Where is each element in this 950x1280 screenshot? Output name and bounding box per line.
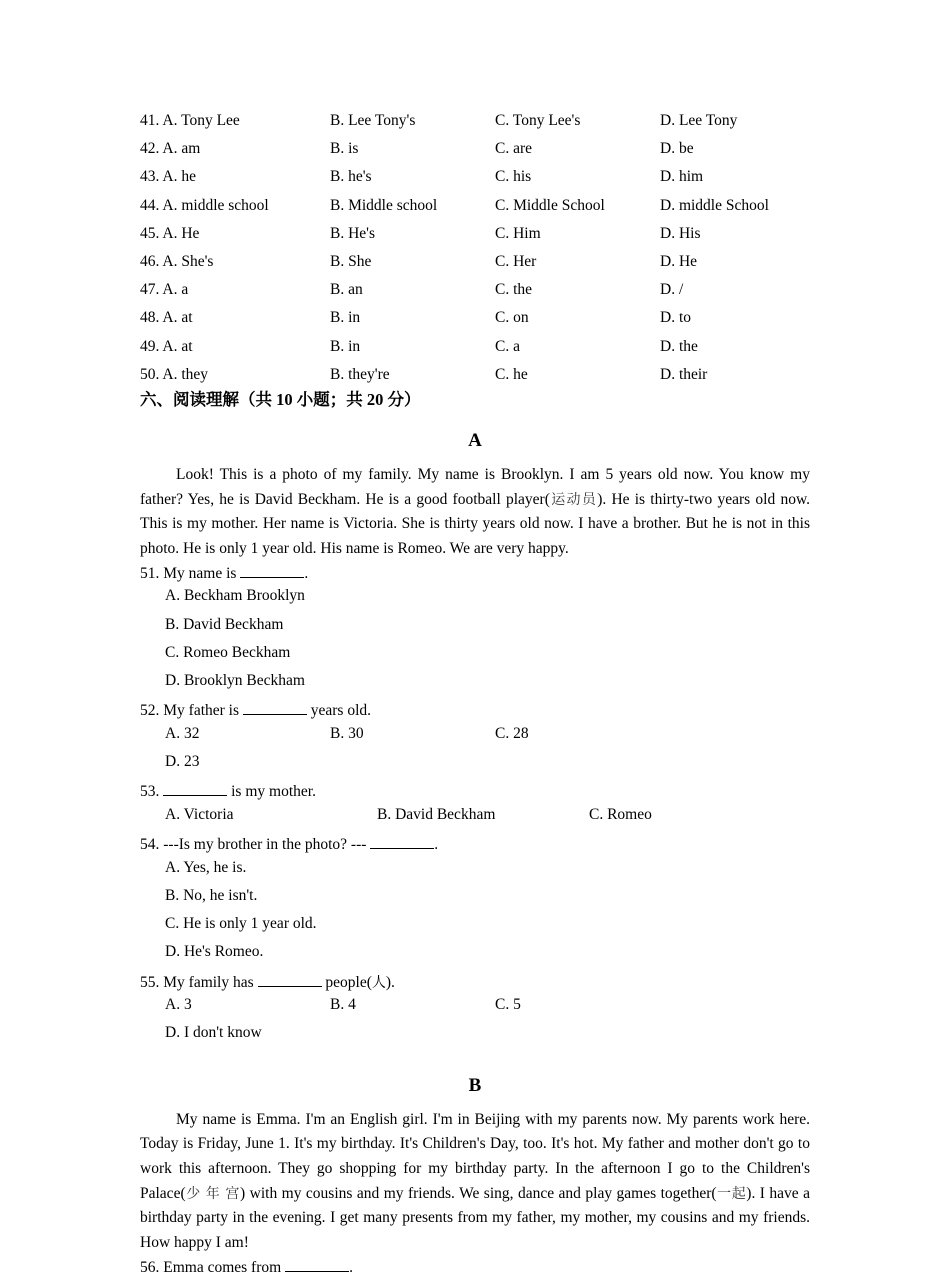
option-c: C. he (495, 365, 528, 383)
question-stem (140, 562, 810, 587)
cloze-option-row-49 (140, 337, 810, 365)
option-b: B. He's (330, 224, 375, 242)
answer-blank (243, 700, 307, 715)
option-d: D. His (660, 224, 701, 242)
option-a (140, 308, 330, 328)
option-b: B. in (330, 309, 361, 327)
question-stem (140, 971, 810, 996)
question-number: 50. (140, 365, 160, 383)
option-a (140, 337, 330, 357)
stem-text: 55. My family has (140, 973, 258, 991)
section-heading: 六、阅读理解（共 10 小题；共 20 分） (140, 389, 421, 409)
question-options (140, 858, 810, 971)
option-d: D. He's Romeo. (165, 943, 264, 961)
option-a (140, 365, 330, 385)
option-a (140, 167, 330, 187)
option-d: D. / (660, 281, 684, 299)
option-a-text: A. middle school (162, 196, 269, 214)
option-c: C. are (495, 140, 533, 158)
cloze-option-row-42 (140, 139, 810, 167)
stem-text: . (304, 564, 309, 582)
option-c: C. a (495, 337, 520, 355)
cloze-option-row-48 (140, 308, 810, 336)
answer-blank (285, 1257, 349, 1272)
passage-text: ) with my cousins and my friends. We sing, dance and play games together( (240, 1184, 717, 1202)
stem-text: 53. (140, 783, 164, 801)
option-a-text: A. Tony Lee (162, 112, 240, 129)
answer-blank (240, 563, 304, 578)
question-number: 42. (140, 140, 160, 158)
passage-b-text (140, 1108, 810, 1256)
spacer (140, 1052, 810, 1074)
stem-text: 51. My name is (140, 564, 241, 582)
stem-text: ). (385, 973, 395, 991)
cloze-option-row-46 (140, 252, 810, 280)
option-b: B. David Beckham (165, 615, 284, 633)
option-a: A. Beckham Brooklyn (165, 587, 305, 605)
stem-text: years old. (306, 702, 372, 720)
option-a (140, 252, 330, 272)
chinese-gloss: 运动员 (549, 491, 598, 508)
option-c: C. the (495, 281, 533, 299)
question-number: 44. (140, 196, 160, 214)
option-a-text: A. She's (162, 252, 214, 270)
option-c: C. Him (495, 224, 541, 242)
option-a: A. 32 (165, 724, 200, 742)
passage-text: Look! This is a photo of my family. My name is Brooklyn. I am 5 years old now. You know my father? Yes, he is David Beckham. He is a good football player( (140, 465, 810, 508)
question-stem (140, 699, 810, 724)
answer-blank (370, 834, 434, 849)
option-a-text: A. he (162, 168, 196, 186)
passage-a-title: A (468, 429, 482, 451)
question-54 (140, 833, 810, 970)
chinese-gloss: 人 (371, 974, 386, 991)
option-c: C. Romeo (589, 805, 652, 823)
option-a: A. 3 (165, 996, 192, 1014)
option-b: B. Lee Tony's (330, 112, 416, 129)
option-b: B. 4 (330, 996, 356, 1014)
exam-page (140, 111, 810, 1280)
question-56 (140, 1256, 810, 1280)
option-a: A. Victoria (165, 805, 234, 823)
option-a-text: A. a (162, 281, 189, 299)
option-a-text: A. at (162, 337, 193, 355)
option-d: D. Lee Tony (660, 112, 738, 129)
option-b: B. Middle school (330, 196, 438, 214)
option-d: D. I don't know (165, 1024, 262, 1042)
passage-text: ). He is thirty-two years old now. This is my mother. Her name is Victoria. She is thirty years old now. I have a brother. But he is not in this photo. He is only 1 year old. His name is Romeo. We are very happy. (140, 490, 811, 557)
stem-text: 52. My father is (140, 702, 243, 720)
option-d: D. Brooklyn Beckham (165, 671, 305, 689)
question-number: 41. (140, 112, 160, 129)
option-d: D. 23 (165, 753, 200, 770)
question-options (140, 805, 810, 833)
option-c: C. Her (495, 252, 537, 270)
question-number: 46. (140, 252, 160, 270)
stem-text: . (349, 1258, 353, 1276)
option-c: C. Tony Lee's (495, 112, 581, 129)
option-d: D. him (660, 168, 704, 186)
question-53 (140, 780, 810, 833)
option-d: D. to (660, 309, 691, 327)
option-a-text: A. they (162, 365, 209, 383)
passage-text: ). I have a birthday party in the evening. I get many presents from my father, my mother, my cousins and my friends. How happy I am! (140, 1184, 811, 1252)
question-number: 49. (140, 337, 160, 355)
question-number: 47. (140, 281, 160, 299)
option-c: C. his (495, 168, 532, 186)
stem-text: is my mother. (227, 783, 316, 801)
option-d: D. He (660, 252, 698, 270)
option-a (140, 139, 330, 159)
option-b: B. he's (330, 168, 372, 186)
option-b: B. is (330, 140, 359, 158)
stem-text: people( (321, 973, 372, 991)
stem-text: 56. Emma comes from (140, 1258, 286, 1276)
answer-blank (163, 781, 227, 796)
stem-text: 54. ---Is my brother in the photo? --- (140, 836, 371, 854)
question-options (140, 586, 810, 699)
option-c: C. on (495, 309, 529, 327)
option-d: D. be (660, 140, 694, 158)
option-c: C. Romeo Beckham (165, 643, 291, 661)
cloze-option-row-44 (140, 196, 810, 224)
question-51 (140, 562, 810, 699)
cloze-option-row-45 (140, 224, 810, 252)
cloze-option-row-47 (140, 280, 810, 308)
option-b: B. No, he isn't. (165, 886, 258, 904)
question-52 (140, 699, 810, 780)
option-c: C. 28 (495, 724, 529, 742)
question-number: 48. (140, 309, 160, 327)
option-c: C. 5 (495, 996, 521, 1014)
option-a-text: A. He (162, 224, 200, 242)
option-b: B. She (330, 252, 372, 270)
question-stem (140, 780, 810, 805)
option-b: B. David Beckham (377, 805, 496, 823)
passage-a-text (140, 463, 810, 562)
option-b: B. 30 (330, 724, 364, 742)
option-a-text: A. at (162, 309, 193, 327)
option-a (140, 224, 330, 244)
answer-blank (258, 972, 322, 987)
question-stem (140, 833, 810, 858)
chinese-gloss: 少 年 宫 (185, 1185, 241, 1202)
option-b: B. in (330, 337, 361, 355)
option-a (140, 196, 330, 216)
option-a (140, 280, 330, 300)
question-options (140, 724, 810, 780)
question-number: 43. (140, 168, 160, 186)
option-a: A. Yes, he is. (165, 858, 247, 876)
option-d: D. middle School (660, 196, 769, 214)
option-d: D. their (660, 365, 708, 383)
question-stem (140, 1256, 810, 1280)
cloze-option-row-43 (140, 167, 810, 195)
passage-b-title: B (468, 1074, 482, 1096)
option-c: C. He is only 1 year old. (165, 915, 317, 933)
option-b: B. they're (330, 365, 390, 383)
cloze-options-list (140, 111, 810, 393)
option-c: C. Middle School (495, 196, 605, 214)
passage-text: My name is Emma. I'm an English girl. I'm in Beijing with my parents now. My parents work here. Today is Friday, June 1. It's my birthday. It's Children's Day, too. It's hot. My father and mother don't go to work this afternoon. They go shopping for my birthday party. In the afternoon I go to the Children's Palace( (140, 1110, 810, 1202)
option-b: B. an (330, 281, 363, 299)
question-number: 45. (140, 224, 160, 242)
cloze-option-row-41 (140, 111, 810, 139)
stem-text: . (434, 836, 439, 854)
question-55 (140, 971, 810, 1052)
question-options (140, 995, 810, 1051)
chinese-gloss: 一起 (716, 1185, 747, 1202)
option-d: D. the (660, 337, 698, 355)
option-a (140, 111, 330, 131)
option-a-text: A. am (162, 140, 201, 158)
